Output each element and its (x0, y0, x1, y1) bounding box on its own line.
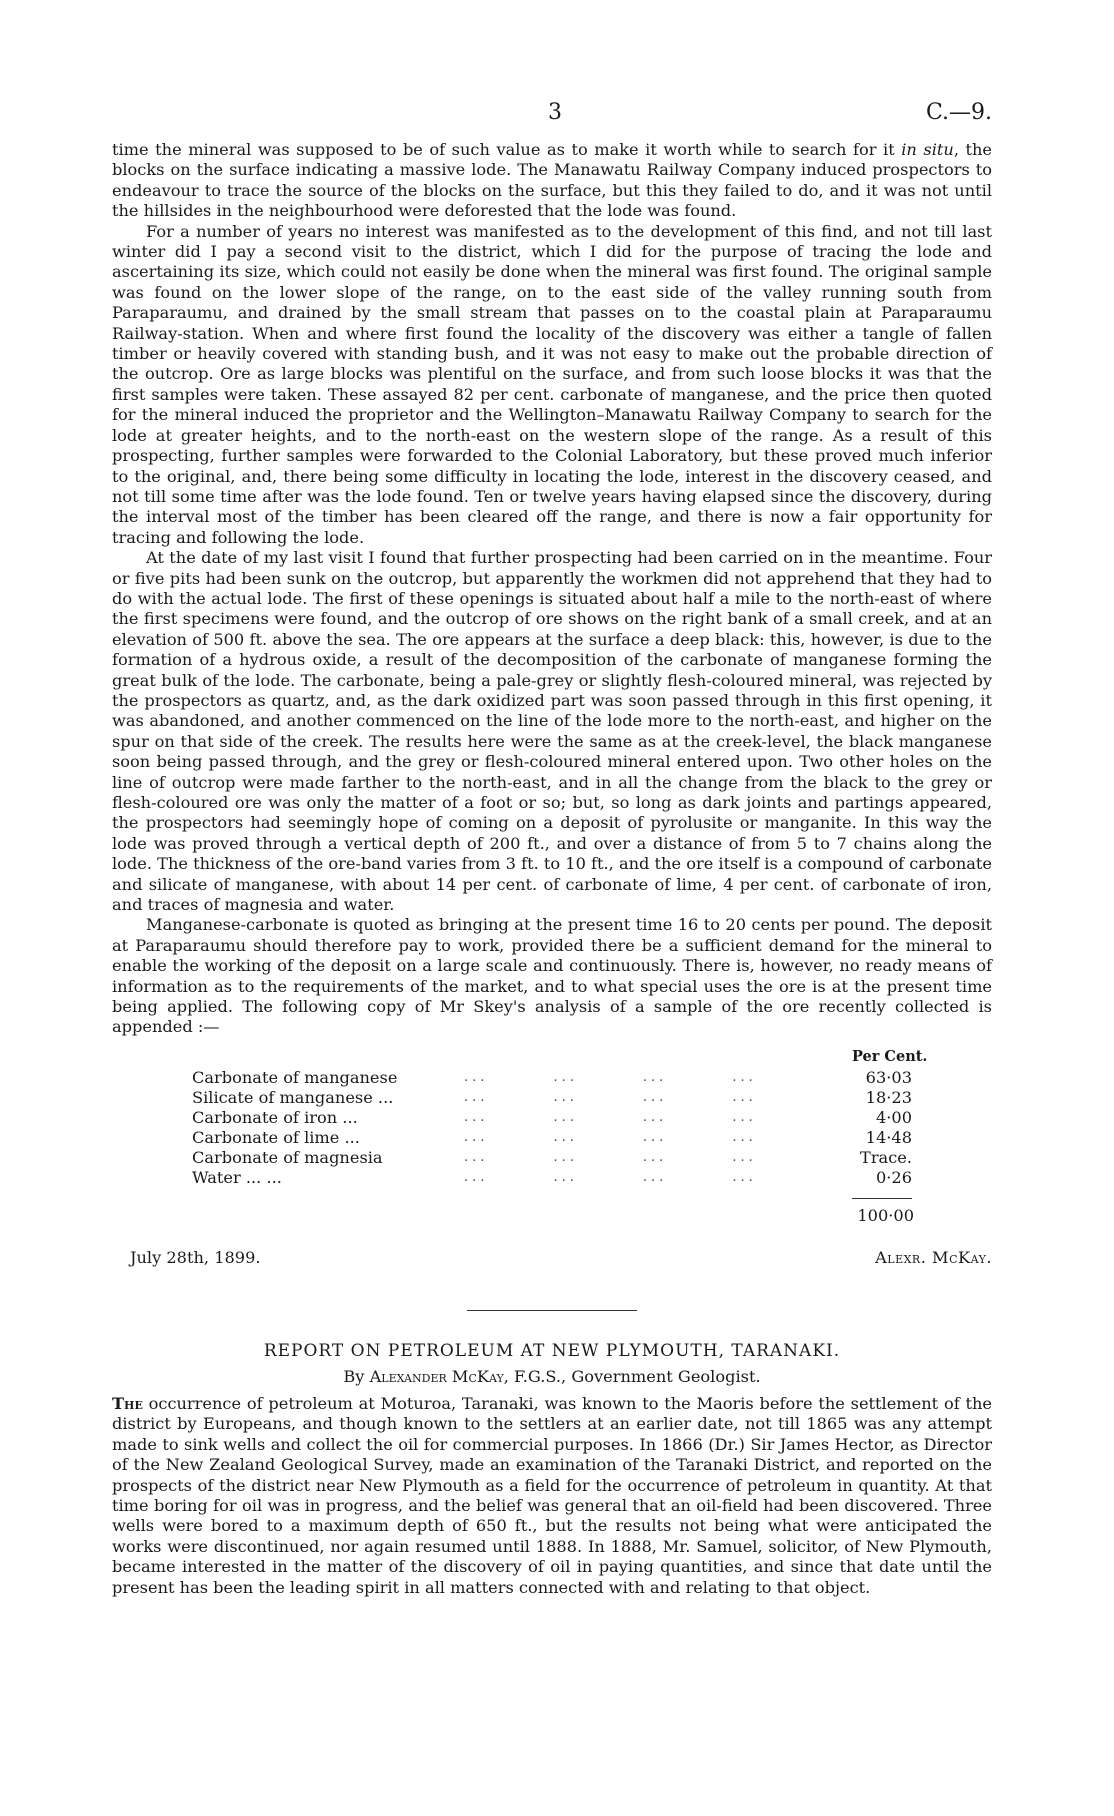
analysis-row-label: Carbonate of lime ... (192, 1127, 360, 1147)
leader-dots: ... ... ... ... (464, 1069, 757, 1085)
analysis-row (192, 1128, 992, 1148)
analysis-row-value: 4·00 (875, 1107, 912, 1127)
analysis-row-value: 14·48 (865, 1127, 912, 1147)
analysis-row (192, 1168, 992, 1188)
analysis-row-label: Water ... ... (192, 1167, 282, 1187)
analysis-row (192, 1108, 992, 1128)
analysis-total: 100·00 (857, 1205, 914, 1225)
analysis-row-label: Carbonate of magnesia (192, 1147, 383, 1167)
analysis-row (192, 1148, 992, 1168)
report-date: July 28th, 1899. (130, 1247, 261, 1267)
paragraph-4: Manganese-carbonate is quoted as bringing at the present time 16 to 20 cents per pound. The deposit at Paraparaumu should therefore pay to work, provided there be a sufficient demand for the mineral to enable the working of the deposit on a large scale and continuously. There is, however, no ready means of information as to the requirements of the market, and to what special uses the ore is at the present time being applied. The following copy of Mr Skey's analysis of a sample of the ore recently collected is appended :— (112, 915, 992, 1037)
analysis-row-label: Carbonate of manganese (192, 1067, 398, 1087)
report-byline (112, 1367, 992, 1386)
leader-dots: ... ... ... ... (464, 1169, 757, 1185)
analysis-row (192, 1088, 992, 1108)
signoff (112, 1248, 992, 1284)
report-paragraph (112, 1394, 992, 1598)
analysis-row (192, 1068, 992, 1088)
analysis-column-header: Per Cent. (852, 1047, 928, 1065)
paragraph-2: For a number of years no interest was manifested as to the development of this find, and not till last winter did I pay a second visit to the district, which I did for the purpose of tracing the lode and ascertaining its size, which could not easily be done when the mineral was first found. The original sample was found on the lower slope of the range, on to the east side of the valley running south from Paraparaumu, and drained by the small stream that passes on to the coastal plain at Paraparaumu Railway-station. When and where first found the locality of the discovery was either a tangle of fallen timber or heavily covered with standing bush, and it was not easy to make out the probable direction of the outcrop. Ore as large blocks was plentiful on the surface, and from such loose blocks it was that the first samples were taken. These assayed 82 per cent. carbonate of manganese, and the price then quoted for the mineral induced the proprietor and the Wellington–Manawatu Railway Company to search for the lode at greater heights, and to the north-east on the western slope of the range. As a result of this prospecting, further samples were forwarded to the Colonial Laboratory, but these proved much inferior to the original, and, there being some difficulty in locating the lode, interest in the discovery ceased, and not till some time after was the lode found. Ten or twelve years having elapsed since the discovery, during the interval most of the timber has been cleared off the range, and there is now a fair opportunity for tracing and following the lode. (112, 221, 992, 547)
analysis-row-label: Carbonate of iron ... (192, 1107, 358, 1127)
page-header (112, 100, 992, 140)
analysis-table (112, 1048, 992, 1248)
leader-dots: ... ... ... ... (464, 1089, 757, 1105)
leader-dots: ... ... ... ... (464, 1149, 757, 1165)
analysis-row-value: 0·26 (875, 1167, 912, 1187)
byline-suffix: , F.G.S., Government Geologist. (503, 1366, 761, 1386)
analysis-row-label: Silicate of manganese ... (192, 1087, 394, 1107)
section-divider (467, 1310, 637, 1311)
leader-dots: ... ... ... ... (464, 1109, 757, 1125)
signature: Alexr. McKay. (875, 1247, 992, 1267)
document-reference: C.—9. (925, 100, 992, 125)
total-rule (852, 1198, 912, 1199)
italic-in-situ: in situ (901, 140, 954, 159)
author-name: Alexander McKay (369, 1366, 504, 1386)
byline-prefix: By (343, 1366, 370, 1386)
page-number: 3 (548, 100, 562, 125)
paragraph-1-text-a: time the mineral was supposed to be of such value as to make it worth while to search for it (112, 140, 902, 159)
paragraph-1 (112, 140, 992, 222)
lead-word: The (112, 1393, 143, 1413)
analysis-row-value: 63·03 (865, 1067, 912, 1087)
document-page (112, 100, 992, 1598)
paragraph-1-text-b: , the blocks on the surface indicating a massive lode. The Manawatu Railway Company induced prospectors to endeavour to trace the source of the blocks on the surface, but this they failed to do, and it was not until the hillsides in the neighbourhood were deforested that the lode was found. (112, 140, 993, 221)
report-body-text: occurrence of petroleum at Moturoa, Taranaki, was known to the Maoris before the settlement of the district by Europeans, and though known to the settlers at an earlier date, not till 1865 was any attempt made to sink wells and collect the oil for commercial purposes. In 1866 (Dr.) Sir James Hector, as Director of the New Zealand Geological Survey, made an examination of the Taranaki District, and reported on the prospects of the district near New Plymouth as a field for the occurrence of petroleum in quantity. At that time boring for oil was in progress, and the belief was general that an oil-field had been discovered. Three wells were bored to a maximum depth of 650 ft., but the results not being what were anticipated the works were discontinued, nor again resumed until 1888. In 1888, Mr. Samuel, solicitor, of New Plymouth, became interested in the matter of the discovery of oil in paying quantities, and since that date until the present has been the leading spirit in all matters connected with and relating to that object. (112, 1393, 992, 1597)
analysis-row-value: 18·23 (865, 1087, 912, 1107)
paragraph-3: At the date of my last visit I found that further prospecting had been carried on in the meantime. Four or five pits had been sunk on the outcrop, but apparently the workmen did not apprehend that they had to do with the actual lode. The first of these openings is situated about half a mile to the north-east of where the first specimens were found, and the outcrop of ore shows on the right bank of a small creek, and at an elevation of 500 ft. above the sea. The ore appears at the surface a deep black: this, however, is due to the formation of a hydrous oxide, a result of the decomposition of the carbonate of manganese forming the great bulk of the lode. The carbonate, being a pale-grey or slightly flesh-coloured mineral, was rejected by the prospectors as quartz, and, as the dark oxidized part was soon passed through in this first opening, it was abandoned, and another commenced on the line of the lode more to the north-east, and higher on the spur on that side of the creek. The results here were the same as at the creek-level, the black manganese soon being passed through, and the grey or flesh-coloured mineral entered upon. Two other holes on the line of outcrop were made farther to the north-east, and in all the change from the black to the grey or flesh-coloured ore was only the matter of a foot or so; but, so long as dark joints and partings appeared, the prospectors had seemingly hope of coming on a deposit of pyrolusite or manganite. In this way the lode was proved through a vertical depth of 200 ft., and over a distance of from 5 to 7 chains along the lode. The thickness of the ore-band varies from 3 ft. to 10 ft., and the ore itself is a compound of carbonate and silicate of manganese, with about 14 per cent. of carbonate of lime, 4 per cent. of carbonate of iron, and traces of magnesia and water. (112, 548, 992, 915)
analysis-row-value: Trace. (860, 1147, 912, 1167)
report-title: REPORT ON PETROLEUM AT NEW PLYMOUTH, TARANAKI. (263, 1340, 841, 1361)
leader-dots: ... ... ... ... (464, 1129, 757, 1145)
